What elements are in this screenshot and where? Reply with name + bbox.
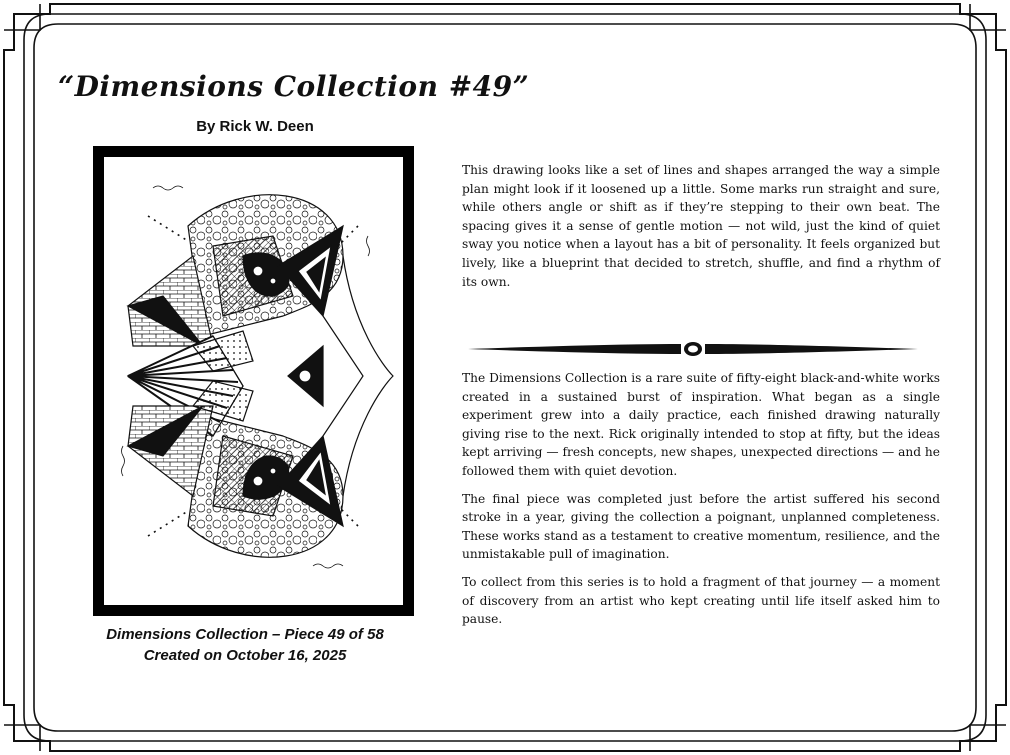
collection-story (462, 369, 940, 638)
page-title: “Dimensions Collection #49” (58, 70, 530, 103)
story-paragraph: To collect from this series is to hold a fragment of that journey — a moment of discovery from an artist who kept creating until life itself asked him to pause. (462, 574, 940, 627)
description-paragraph: This drawing looks like a set of lines and shapes arranged the way a simple plan might look if it loosened up a little. Some marks run straight and sure, while others angle or shift as if they’re stepping to their own beat. The spacing gives it a sense of gentle motion — not wild, just the kind of quiet sway you notice when a layout has a bit of personality. It feels organized but lively, like a blueprint that decided to stretch, shuffle, and find a rhythm of its own. (462, 163, 940, 289)
story-paragraph: The Dimensions Collection is a rare suite of fifty-eight black-and-white works created in a sustained burst of inspiration. What began as a single experiment grew into a daily practice, each finished drawing naturally giving rise to the next. Rick originally intended to stop at fifty, but the ideas kept arriving — fresh concepts, new shapes, unexpected directions — and he followed them with quiet devotion. (462, 371, 940, 478)
artwork-caption (80, 624, 410, 666)
caption-piece-number: Dimensions Collection – Piece 49 of 58 (106, 626, 384, 643)
story-paragraph: The final piece was completed just before the artist suffered his second stroke in a year, giving the collection a poignant, unplanned completeness. These works stand as a testament to creative momentum, resilience, and the unmistakable pull of imagination. (462, 491, 940, 562)
caption-date: Created on October 16, 2025 (143, 647, 347, 664)
author-byline: By Rick W. Deen (196, 118, 314, 135)
artwork-image (93, 146, 414, 616)
ornamental-divider (468, 339, 918, 359)
artwork-description (462, 161, 940, 300)
